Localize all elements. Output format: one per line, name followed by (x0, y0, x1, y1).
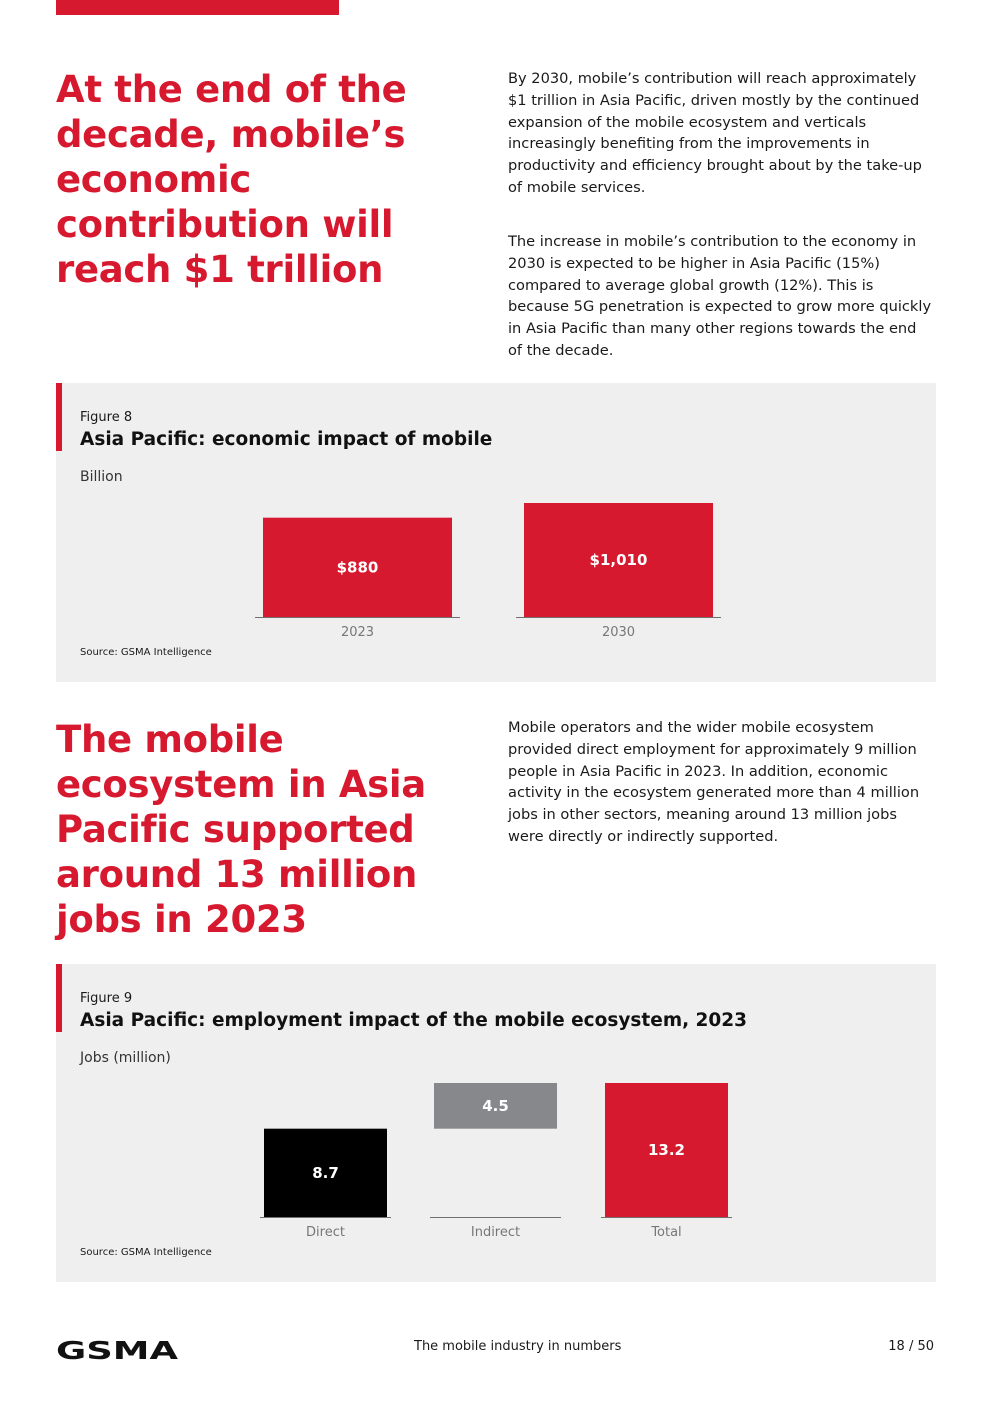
section-1-paragraph-2: The increase in mobile’s contribution to the economy in 2030 is expected to be higher in Asia Pacific (15%) compared to average global growth (12%). This is because 5G penetration is expected to grow more quickly in Asia Pacific than many other regions towards the end of the decade. (508, 233, 932, 359)
tick-label-direct: Direct (306, 1225, 345, 1240)
figure-9-unit: Jobs (million) (80, 1050, 171, 1066)
tick-label-indirect: Indirect (470, 1225, 521, 1240)
top-accent-bar (56, 0, 339, 15)
figure-8-panel (56, 383, 936, 682)
section-2-headline: The mobile ecosystem in Asia Pacific supported around 13 million jobs in 2023 (56, 718, 426, 941)
bar-value-label-direct: 8.7 (312, 1163, 339, 1182)
figure-9-title: Asia Pacific: employment impact of the mobile ecosystem, 2023 (80, 1010, 748, 1031)
figure-8-label: Figure 8 (80, 410, 133, 425)
footer-report-title: The mobile industry in numbers (414, 1339, 622, 1354)
bar-value-label-2023: $880 (336, 558, 379, 577)
tick-label-total: Total (651, 1225, 682, 1240)
tick-label-2030: 2030 (601, 625, 636, 640)
figure-8-source: Source: GSMA Intelligence (80, 647, 212, 658)
tick-label-2023: 2023 (340, 625, 375, 640)
figure-8-chart (56, 383, 936, 682)
figure-9-chart (56, 964, 936, 1282)
section-1-paragraph-1: By 2030, mobile’s contribution will reach approximately $1 trillion in Asia Pacific, driven mostly by the continued expansion of the mobile ecosystem and verticals increasingly benefiting from the improvements in productivity and efficiency brought about by the take-up of mobile services. (508, 70, 922, 196)
figure-8-title: Asia Pacific: economic impact of mobile (80, 429, 493, 450)
gsma-logo-text: GSMA (56, 1338, 179, 1362)
gsma-logo (56, 1338, 180, 1367)
gsma-logo-mark (56, 1338, 180, 1362)
section-2-paragraph: Mobile operators and the wider mobile ecosystem provided direct employment for approximately 9 million people in Asia Pacific in 2023. In addition, economic activity in the ecosystem generated more than 4 million jobs in other sectors, meaning around 13 million jobs were directly or indirectly supported. (508, 719, 920, 845)
figure-9-source: Source: GSMA Intelligence (80, 1247, 212, 1258)
figure-9-panel (56, 964, 936, 1282)
bar-value-label-total: 13.2 (647, 1141, 686, 1159)
bar-value-label-indirect: 4.5 (482, 1096, 509, 1115)
bar-value-label-2030: $1,010 (589, 551, 648, 569)
section-1-headline: At the end of the decade, mobile’s economic contribution will reach $1 trillion (56, 68, 407, 291)
page-number: 18 / 50 (888, 1339, 934, 1354)
figure-9-label: Figure 9 (80, 991, 133, 1006)
figure-8-unit: Billion (80, 469, 123, 485)
